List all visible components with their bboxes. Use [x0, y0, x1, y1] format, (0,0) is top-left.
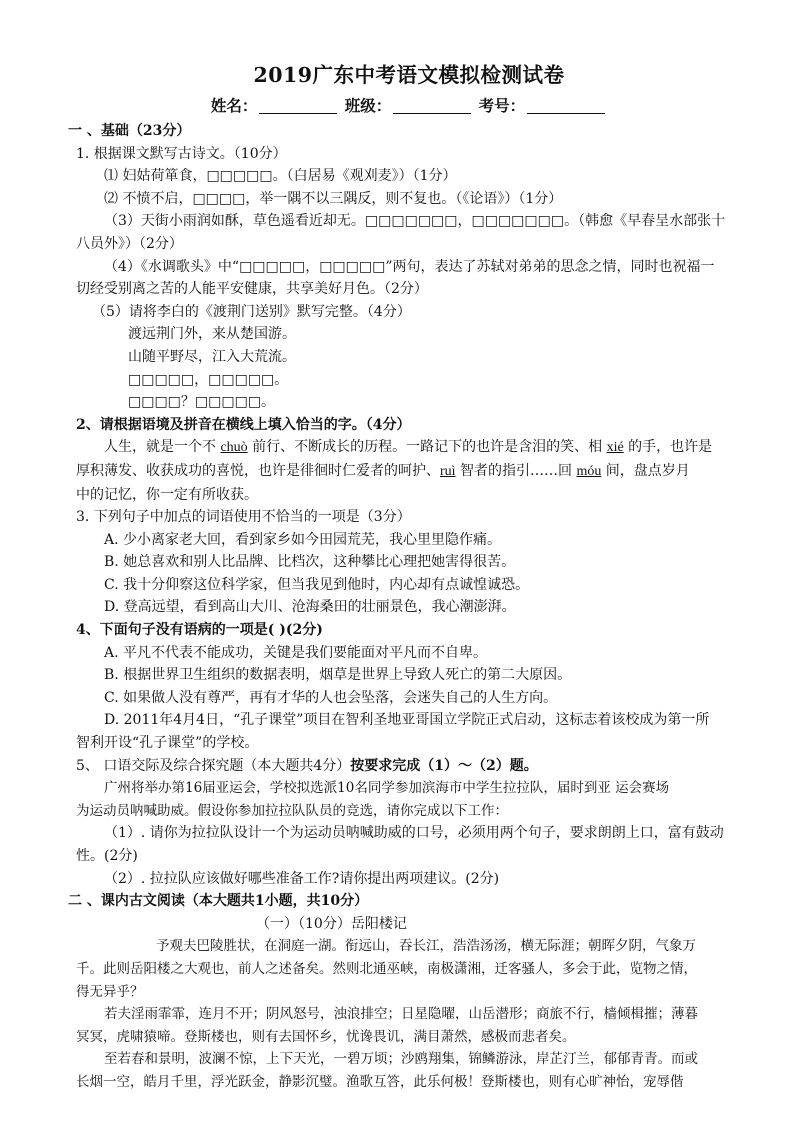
- q3-option-b[interactable]: B. 她总喜欢和别人比品牌、比档次，这种攀比心理把她害得很苦。: [104, 554, 516, 571]
- q1-item-4-line-1: （4）《水调歌头》中“□□□□□，□□□□□”两句，表达了苏轼对弟弟的思念之情，同时也祝福一: [104, 258, 715, 275]
- name-blank[interactable]: [259, 99, 337, 114]
- q2-text: 前行、不断成长的历程。一路记下的也许是含泪的笑、相: [247, 439, 607, 456]
- student-info-line: [76, 94, 742, 116]
- q2-stem: 2、请根据语境及拼音在横线上填入恰当的字。（4分）: [76, 416, 411, 433]
- q2-passage-line-2: [76, 460, 742, 484]
- poem-line: □□□□□，□□□□□。: [128, 371, 289, 388]
- passage-line: 至若春和景明，波澜不惊，上下天光，一碧万顷；沙鸥翔集，锦鳞游泳，岸芷汀兰，郁郁青青。而或: [104, 1051, 698, 1068]
- q2-text: 人生，就是一个不: [104, 439, 221, 456]
- q5-context-line-1: 广州将举办第16届亚运会，学校拟选派10名同学参加滨海市中学生拉拉队，届时到亚 运会赛场: [104, 780, 670, 797]
- q1-item-1: ⑴ 妇姑荷箪食，□□□□□。（白居易《观刈麦》）（1分）: [104, 168, 457, 185]
- section-2-heading: 二 、课内古文阅读（本大题共1小题，共10分）: [68, 893, 369, 910]
- q1-item-3-line-1: （3）天街小雨润如酥，草色遥看近却无。□□□□□□□，□□□□□□□。（韩愈《早春呈水部张十: [104, 213, 726, 230]
- pinyin-mou[interactable]: móu: [576, 463, 602, 479]
- class-label: 班级：: [344, 96, 392, 115]
- q4-option-d-line-2: 智利开设“孔子课堂”的学校。: [76, 735, 259, 752]
- q5-stem: [76, 755, 742, 778]
- class-blank[interactable]: [393, 99, 471, 114]
- pinyin-chuo[interactable]: chuò: [220, 440, 248, 456]
- q2-passage-line-1: [76, 436, 742, 460]
- passage-line: 千。此则岳阳楼之大观也，前人之述备矣。然则北通巫峡，南极潇湘，迁客骚人，多会于此，览物之情，: [76, 960, 697, 977]
- q3-stem: 3. 下列句子中加点的词语使用不恰当的一项是（3分）: [76, 509, 411, 526]
- q3-option-c[interactable]: C. 我十分仰察这位科学家，但当我见到他时，内心却有点诚惶诚恐。: [104, 576, 530, 593]
- pinyin-xie[interactable]: xié: [606, 440, 624, 456]
- q1-item-3-line-2: 八员外》）（2分）: [76, 235, 183, 252]
- passage-line: 若夫淫雨霏霏，连月不开；阴风怒号，浊浪排空；日星隐曜，山岳潜形；商旅不行，樯倾楫摧；薄暮: [104, 1006, 698, 1023]
- q4-stem: 4、下面句子没有语病的一项是( )(2分): [76, 622, 323, 639]
- q4-option-b[interactable]: B. 根据世界卫生组织的数据表明，烟草是世界上导致人死亡的第二大原因。: [104, 667, 572, 684]
- passage-line: 得无异乎？: [76, 983, 144, 1000]
- pinyin-rui[interactable]: ruì: [440, 463, 456, 479]
- q1-item-2: ⑵ 不愤不启，□□□□，举一隅不以三隅反，则不复也。（《论语》）（1分）: [104, 190, 563, 207]
- q2-text: 智者的指引……回: [455, 462, 577, 479]
- q2-text: 的手，也许是: [623, 439, 713, 456]
- q1-stem: 1. 根据课文默写古诗文。（10分）: [76, 145, 287, 162]
- q5-task-1-line-2: 性。(2分): [76, 848, 138, 864]
- section-1-heading: 一 、基础（23分）: [68, 123, 191, 139]
- q4-option-a[interactable]: A. 平凡不代表不能成功，关键是我们要能面对平凡而不自卑。: [104, 644, 488, 661]
- passage-line: 冥冥，虎啸猿啼。登斯楼也，则有去国怀乡，忧谗畏讥，满目萧然，感极而悲者矣。: [76, 1028, 576, 1045]
- section-2-subheading: （一）（10分）岳阳楼记: [256, 915, 407, 932]
- page-title: 2019广东中考语文模拟检测试卷: [253, 63, 565, 87]
- q5-task-1-line-1: （1）. 请你为拉拉队设计一个为运动员呐喊助威的口号，必须用两个句子，要求朗朗上口，富有鼓动: [104, 825, 724, 842]
- name-label: 姓名：: [210, 96, 258, 115]
- q4-option-c[interactable]: C. 如果做人没有尊严，再有才华的人也会坠落，会迷失自己的人生方向。: [104, 689, 558, 706]
- q2-passage-line-3: 中的记忆，你一定有所收获。: [76, 486, 258, 503]
- q4-option-d-line-1[interactable]: D. 2011年4月4日，“孔子课堂”项目在智利圣地亚哥国立学院正式启动，这标志着该校成为第一所: [104, 712, 710, 729]
- q5-context-line-2: 为运动员呐喊助威。假设你参加拉拉队队员的竞选，请你完成以下工作：: [76, 802, 508, 819]
- q1-item-5: （5）请将李白的《渡荆门送别》默写完整。（4分）: [92, 303, 411, 320]
- q5-task-2: （2）. 拉拉队应该做好哪些准备工作?请你提出两项建议。(2分): [104, 870, 500, 887]
- q3-option-d[interactable]: D. 登高远望，看到高山大川、沧海桑田的壮丽景色，我心潮澎湃。: [104, 599, 516, 616]
- q5-stem-instruction: 按要求完成（1）～（2）题。: [350, 757, 538, 774]
- exam-no-label: 考号：: [478, 96, 526, 115]
- passage-line: 予观夫巴陵胜状，在洞庭一湖。衔远山，吞长江，浩浩汤汤，横无际涯；朝晖夕阴，气象万: [156, 938, 696, 955]
- q2-text: 间，盘点岁月: [601, 462, 690, 479]
- poem-line: □□□□？□□□□□。: [128, 394, 276, 411]
- q2-text: 厚积薄发、收获成功的喜悦，也许是徘徊时仁爱者的呵护、: [76, 462, 440, 479]
- exam-no-blank[interactable]: [527, 99, 605, 114]
- q3-option-a[interactable]: A. 少小离家老大回，看到家乡如今田园荒芜，我心里里隐作痛。: [104, 531, 502, 548]
- poem-line: 渡远荆门外，来从楚国游。: [128, 326, 296, 343]
- passage-line: 长烟一空，皓月千里，浮光跃金，静影沉璧。渔歌互答，此乐何极！登斯楼也，则有心旷神怡，宠辱偕: [76, 1073, 684, 1090]
- poem-line: 山随平野尽，江入大荒流。: [128, 348, 296, 365]
- q1-item-4-line-2: 切经受别离之苦的人能平安健康，共享美好月色。（2分）: [76, 281, 428, 298]
- q5-stem-text: 5、 口语交际及综合探究题（本大题共4分）: [76, 757, 351, 774]
